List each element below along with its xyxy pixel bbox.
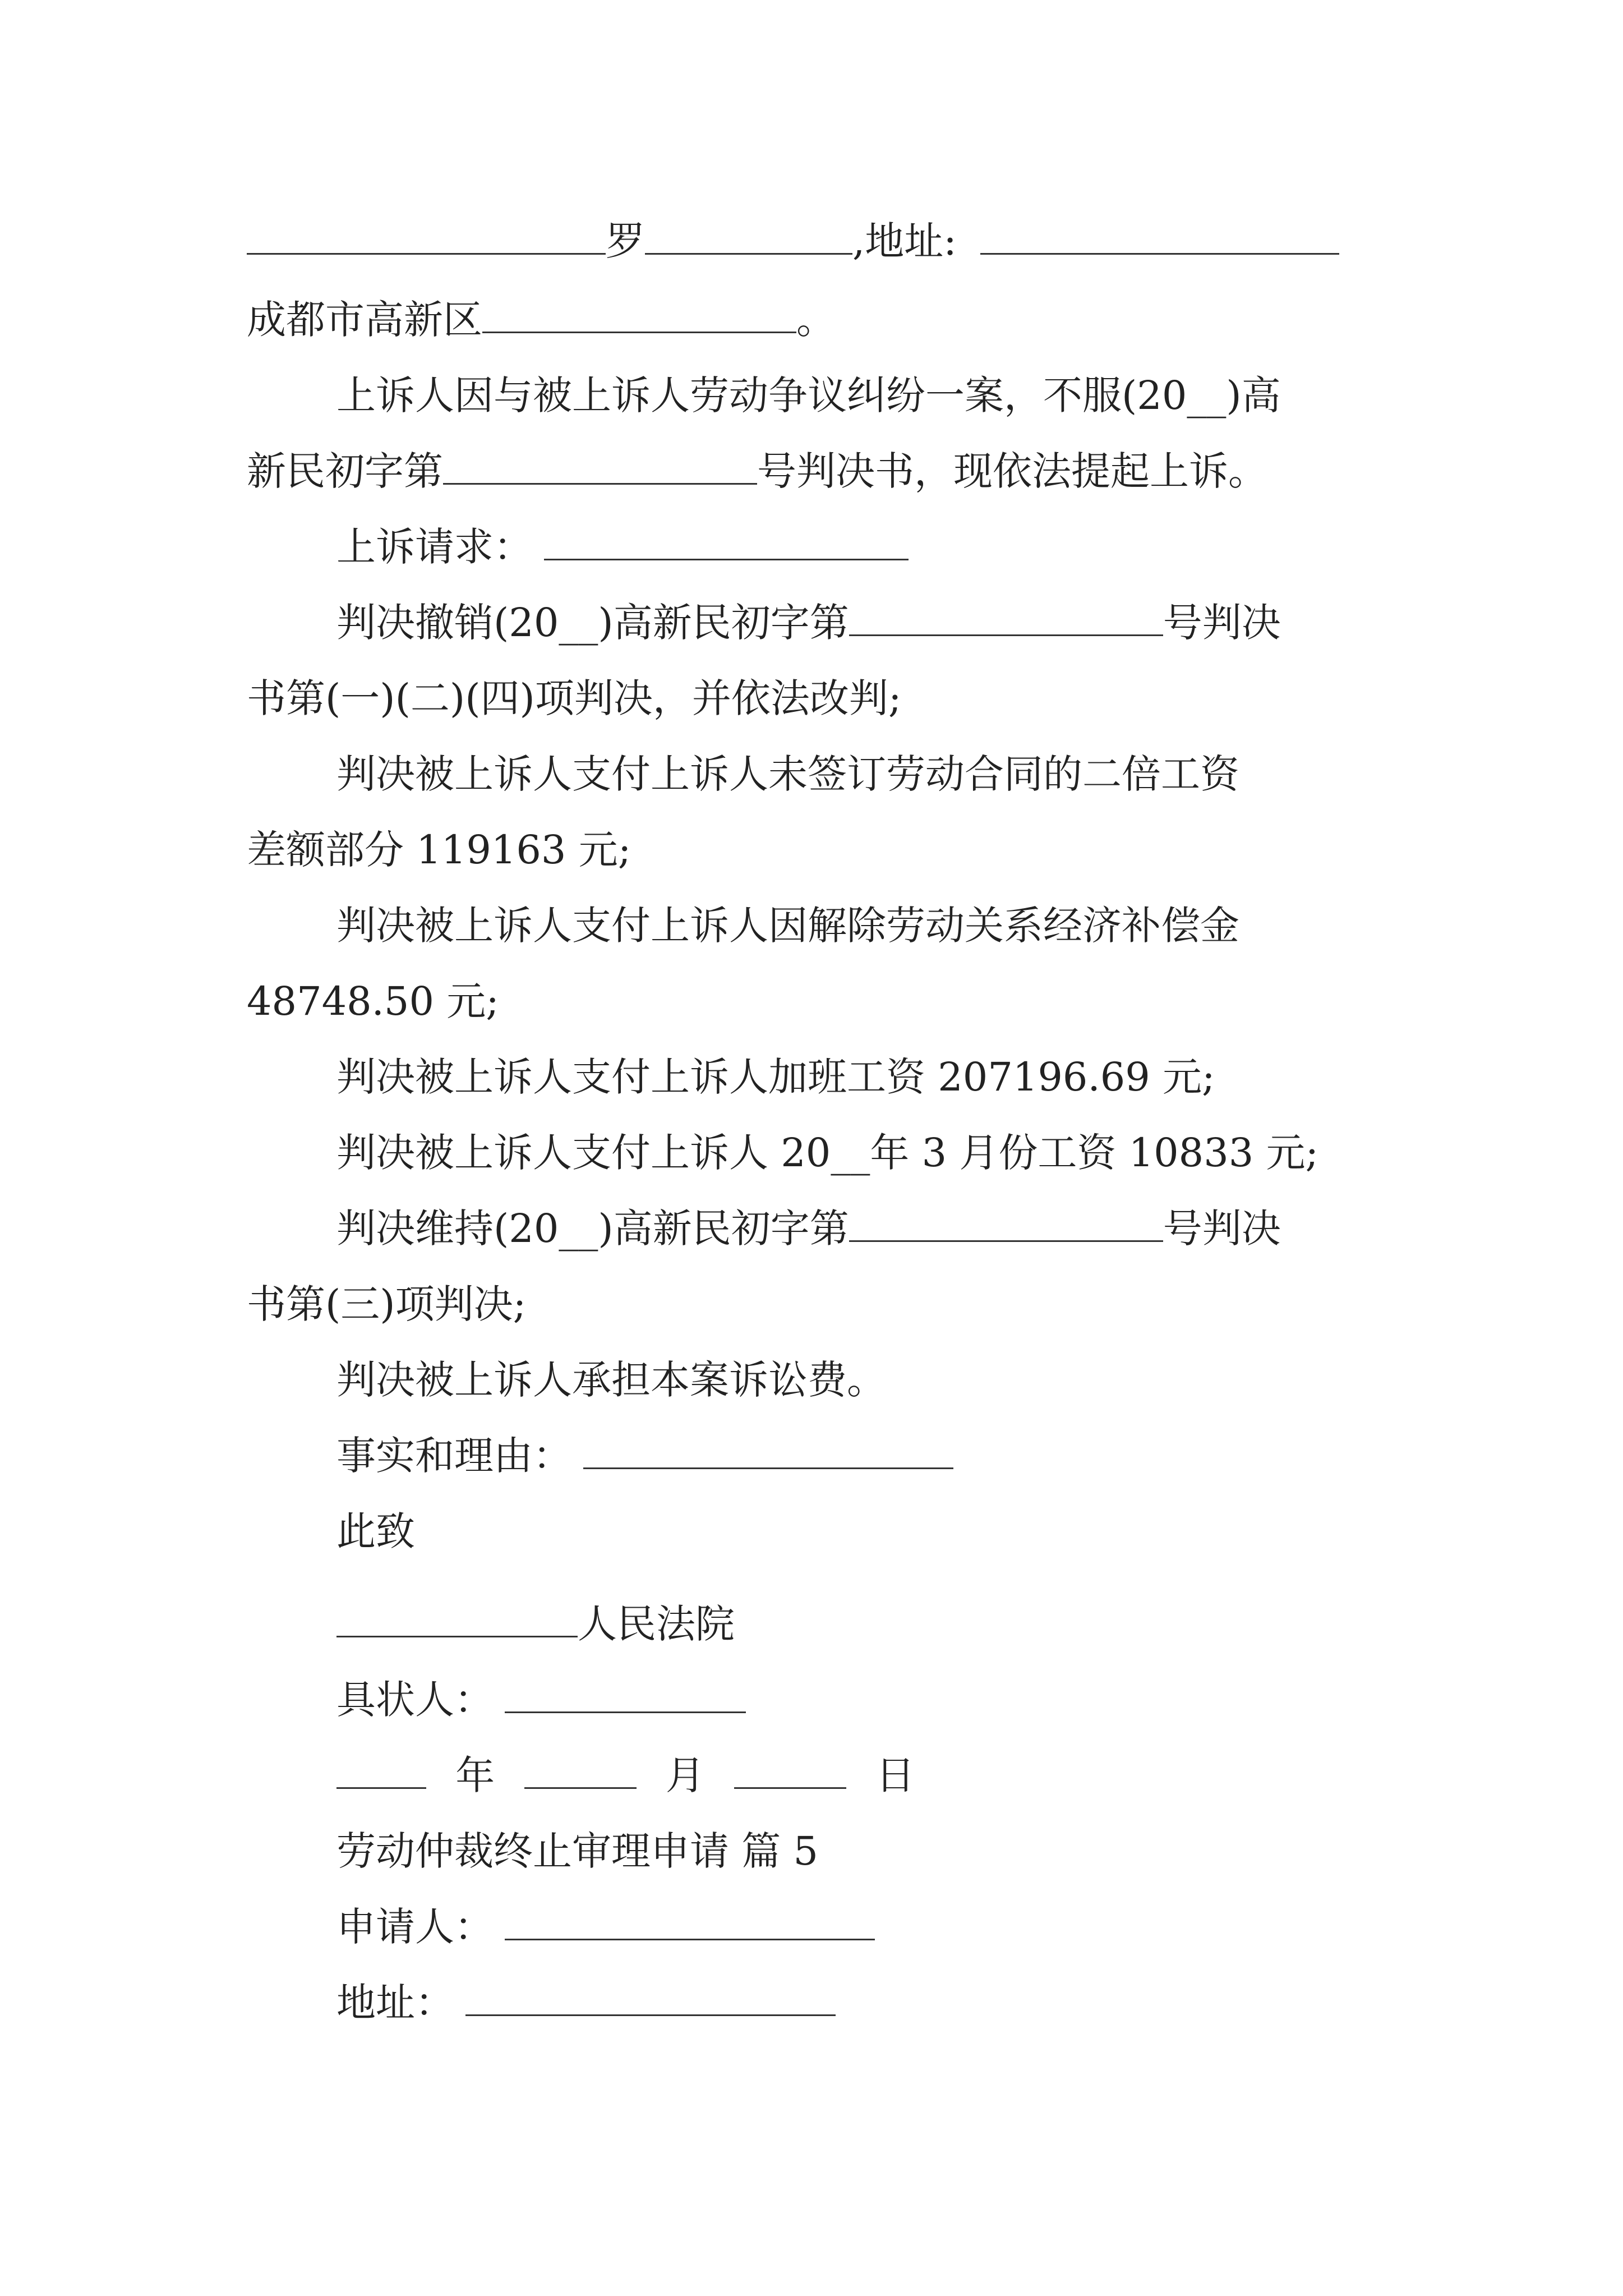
request-item-1: [336, 589, 1281, 656]
request-item-4: [336, 1043, 1215, 1111]
day-label: 日: [875, 1752, 915, 1798]
paragraph-text: 号判决: [1163, 1205, 1281, 1251]
blank-field: [544, 547, 909, 560]
date-line: [336, 1742, 915, 1809]
address-label: 地址：: [336, 1980, 454, 2026]
court-line: [336, 1590, 735, 1658]
paragraph-text: 差额部分 119163 元;: [247, 827, 631, 873]
blank-field: [482, 320, 796, 333]
appellee-name-line: [247, 208, 1339, 275]
address-label: ,地址:: [852, 218, 957, 264]
paragraph-text: 书第(三)项判决;: [247, 1281, 527, 1327]
applicant-address-line: [336, 1969, 836, 2036]
salutation: [336, 1498, 415, 1565]
paragraph-text: 判决被上诉人支付上诉人加班工资 207196.69 元;: [336, 1054, 1215, 1100]
blank-field: [583, 1456, 953, 1469]
section-title: 劳动仲裁终止审理申请 篇 5: [336, 1828, 819, 1874]
petitioner-line: [336, 1666, 746, 1733]
blank-field: [505, 1927, 875, 1940]
request-item-1-cont: [247, 665, 901, 732]
blank-field: [336, 1625, 578, 1637]
paragraph-appeal-intro: [336, 362, 1281, 429]
request-item-6-cont: [247, 1271, 526, 1338]
appeal-request-heading: [336, 513, 909, 581]
paragraph-text: 判决被上诉人支付上诉人 20__年 3 月份工资 10833 元;: [336, 1130, 1319, 1176]
request-item-5: [336, 1119, 1318, 1186]
heading-text: 上诉请求：: [336, 524, 533, 570]
paragraph-text: 判决被上诉人承担本案诉讼费。: [336, 1357, 886, 1403]
paragraph-text: 判决撤销(20__)高新民初字第: [336, 600, 849, 646]
request-item-3-cont: [247, 968, 499, 1035]
paragraph-text: 判决被上诉人支付上诉人因解除劳动关系经济补偿金: [336, 903, 1239, 949]
month-label: 月: [665, 1752, 705, 1798]
blank-field: [465, 2003, 836, 2016]
request-item-7: [336, 1346, 886, 1414]
paragraph-appeal-intro-cont: [247, 438, 1267, 505]
appellee-surname: 罗: [606, 218, 645, 264]
year-label: 年: [455, 1752, 495, 1798]
blank-field: [645, 242, 852, 255]
paragraph-text: 号判决书，现依法提起上诉。: [757, 448, 1267, 494]
facts-reasons-heading: [336, 1422, 953, 1489]
request-item-2: [336, 740, 1239, 808]
petitioner-label: 具状人：: [336, 1677, 494, 1723]
city-text: 成都市高新区: [247, 297, 482, 343]
paragraph-text: 书第(一)(二)(四)项判决，并依法改判;: [247, 675, 902, 721]
blank-field: [980, 242, 1339, 255]
applicant-line: [336, 1893, 875, 1961]
blank-field: [734, 1776, 846, 1789]
applicant-label: 申请人：: [336, 1904, 494, 1950]
blank-field: [849, 623, 1163, 636]
paragraph-text: 号判决: [1163, 600, 1281, 646]
request-item-2-cont: [247, 816, 631, 884]
paragraph-text: 判决维持(20__)高新民初字第: [336, 1205, 849, 1251]
blank-field: [336, 1776, 426, 1789]
salutation-text: 此致: [336, 1508, 415, 1554]
blank-field: [247, 242, 606, 255]
blank-field: [505, 1700, 746, 1713]
blank-field: [849, 1229, 1163, 1242]
request-item-3: [336, 892, 1239, 959]
court-label: 人民法院: [578, 1601, 735, 1647]
paragraph-text: 新民初字第: [247, 448, 443, 494]
paragraph-text: 上诉人因与被上诉人劳动争议纠纷一案，不服(20__)高: [336, 372, 1281, 418]
blank-field: [443, 472, 757, 485]
blank-field: [524, 1776, 637, 1789]
request-item-6: [336, 1195, 1281, 1262]
period: 。: [796, 297, 836, 343]
paragraph-text: 48748.50 元;: [247, 978, 499, 1024]
address-line: [247, 286, 836, 353]
section-heading: [336, 1818, 818, 1885]
heading-text: 事实和理由：: [336, 1433, 572, 1479]
paragraph-text: 判决被上诉人支付上诉人未签订劳动合同的二倍工资: [336, 751, 1239, 797]
